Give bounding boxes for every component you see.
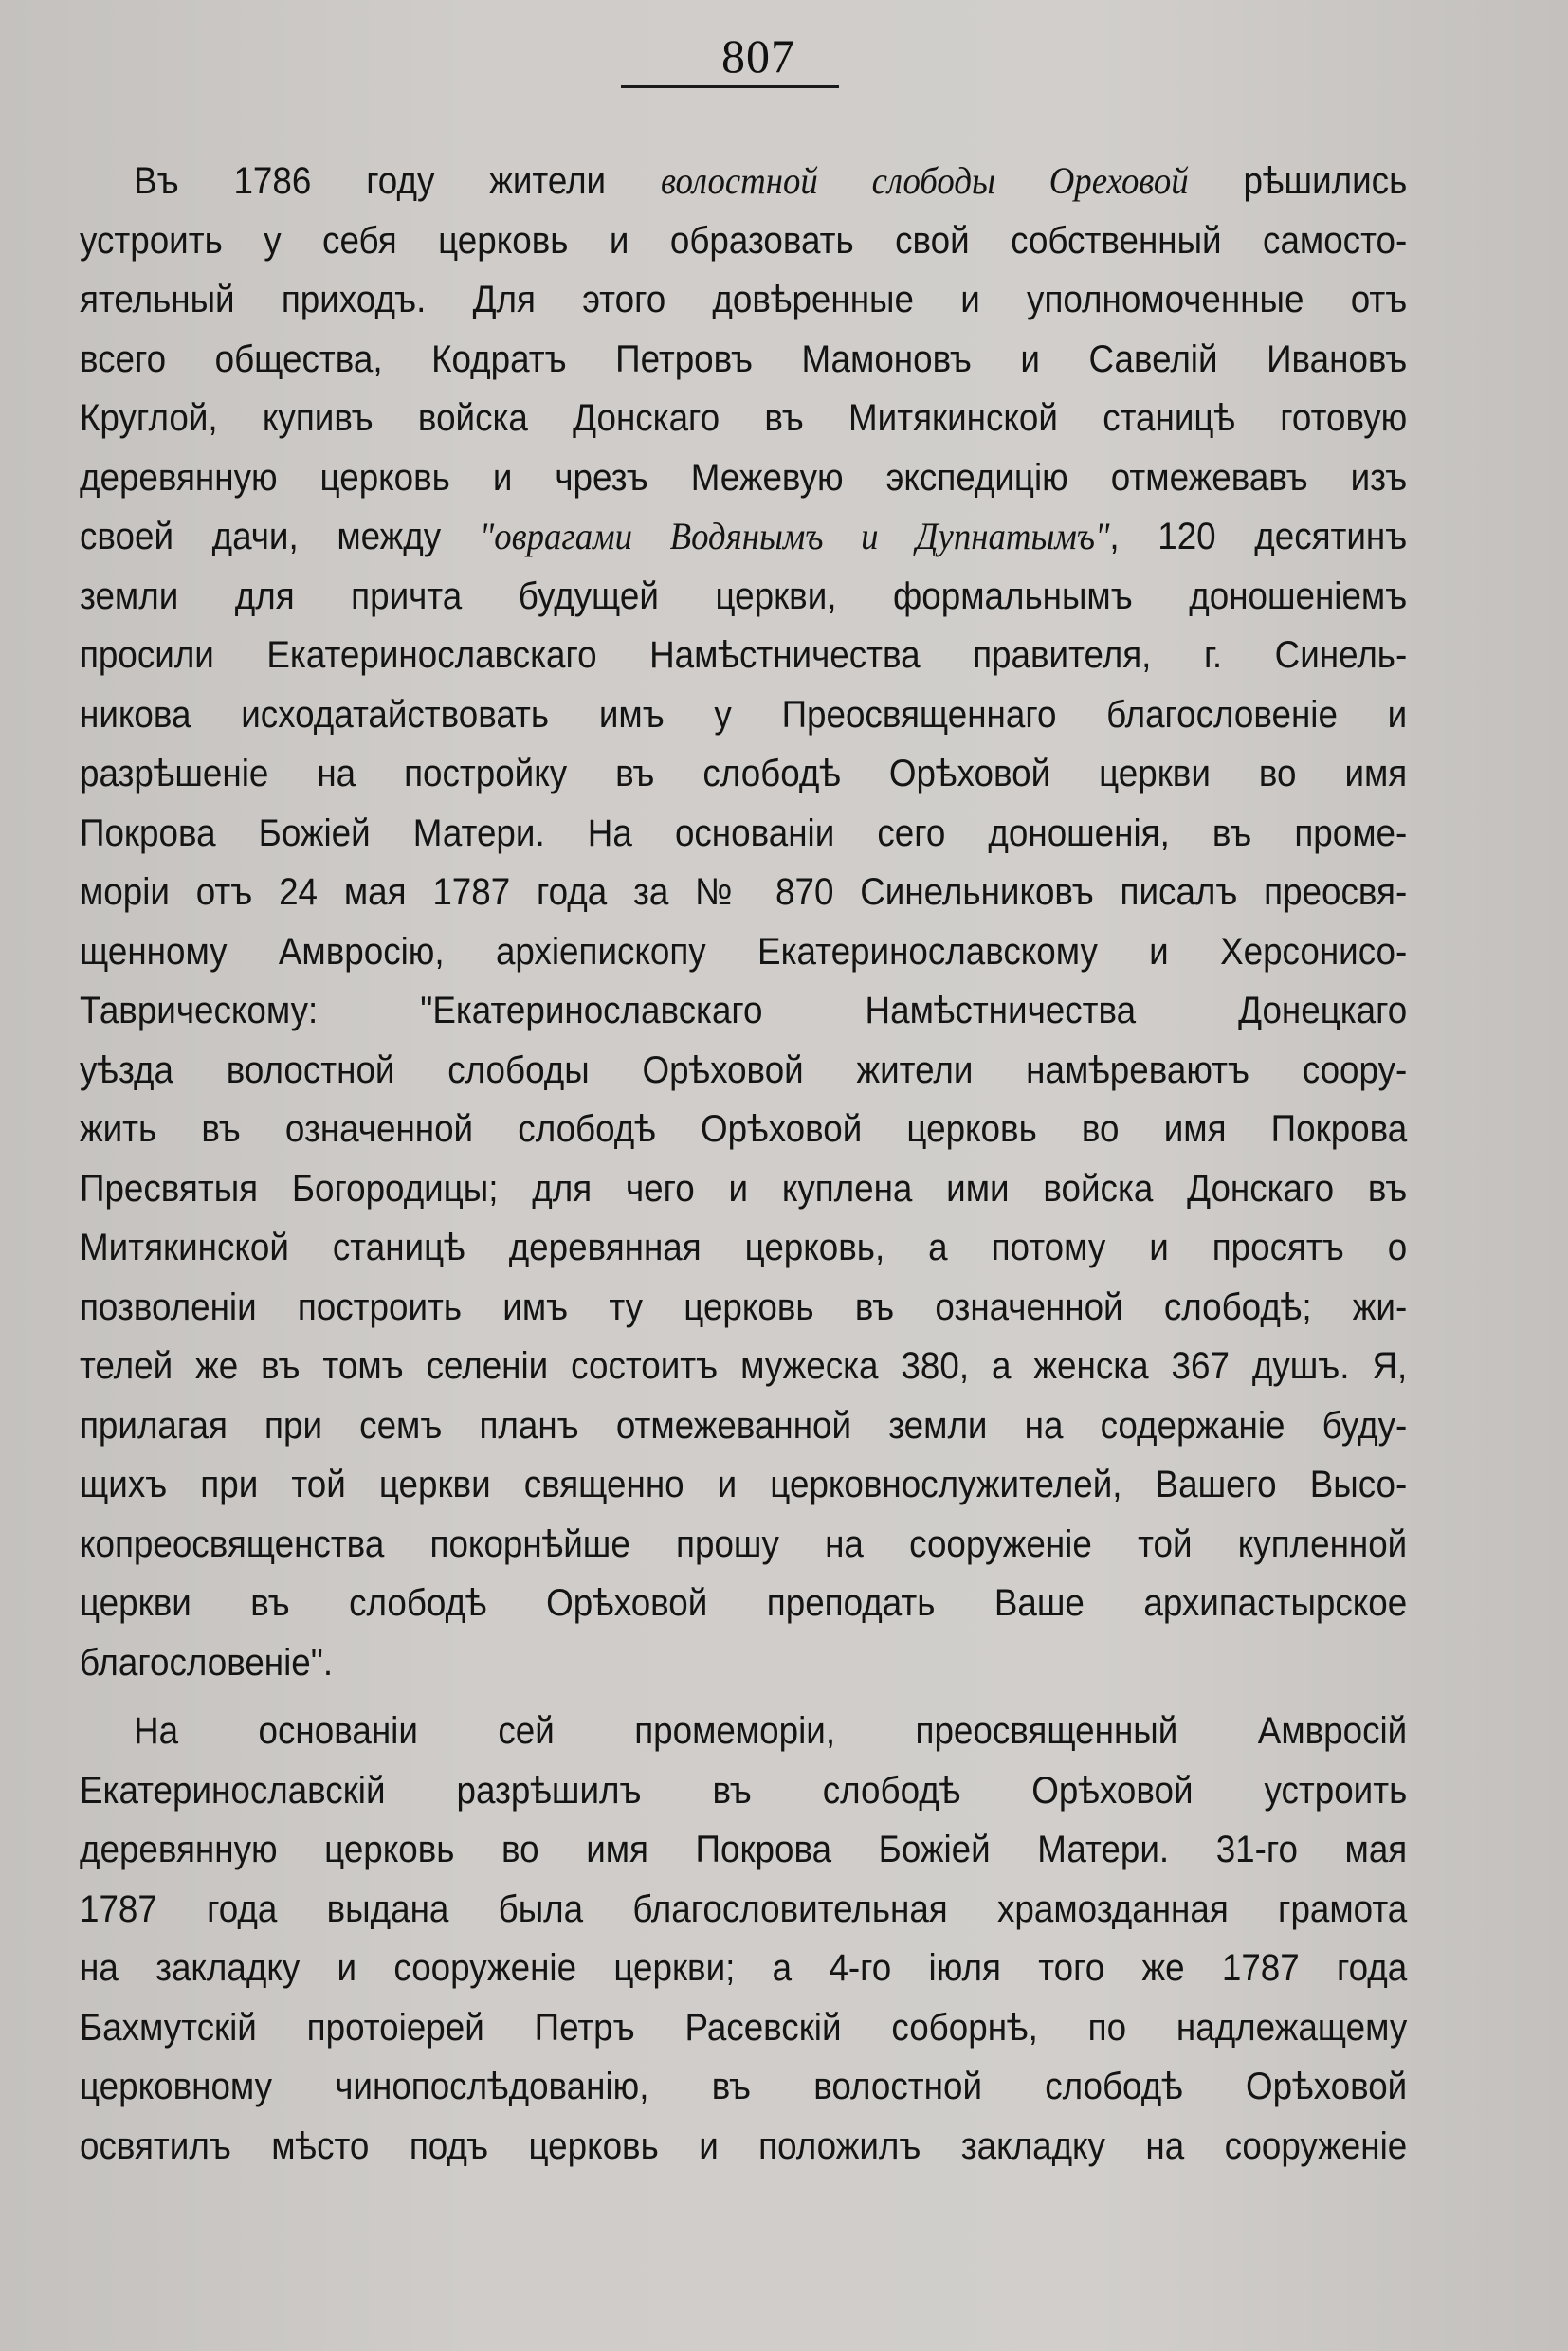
- text-line: [80, 1278, 1407, 1338]
- text-line: [80, 389, 1407, 448]
- text-line: [80, 1337, 1407, 1396]
- text-segment: церкви въ слободѣ Орѣховой преподать Ваше архипастырское: [80, 1582, 1408, 1624]
- text-line: [80, 685, 1407, 745]
- text-segment: 1787 года выдана была благословительная храмозданная грамота: [80, 1887, 1408, 1930]
- text-line: [80, 1100, 1407, 1159]
- text-segment: рѣшились: [1188, 160, 1408, 202]
- text-segment: уѣзда волостной слободы Орѣховой жители намѣреваютъ соору-: [80, 1048, 1408, 1091]
- body-text: [80, 152, 1407, 2176]
- text-segment: , 120 десятинъ: [1109, 516, 1408, 557]
- text-line: [80, 1218, 1407, 1278]
- text-segment: Покрова Божіей Матери. На основаніи сего доношенія, въ проме-: [80, 811, 1408, 854]
- text-line: [80, 1702, 1407, 1761]
- text-segment: моріи отъ 24 мая 1787 года за № 870 Синельниковъ писалъ преосвя-: [80, 871, 1408, 913]
- text-segment: Бахмутскій протоіерей Петръ Расевскій соборнѣ, по надлежащему: [80, 2006, 1408, 2049]
- text-line: [80, 2117, 1407, 2177]
- text-line: [80, 152, 1407, 211]
- paragraph-1: [80, 152, 1407, 1692]
- text-segment: прилагая при семъ планъ отмежеванной земли на содержаніе буду-: [80, 1404, 1408, 1447]
- text-segment: деревянную церковь во имя Покрова Божіей Матери. 31-го мая: [80, 1829, 1408, 1870]
- text-segment: На основаніи сей промеморіи, преосвященный Амвросій: [134, 1710, 1408, 1752]
- text-segment: всего общества, Кодратъ Петровъ Мамоновъ и Савелій Ивановъ: [80, 337, 1408, 380]
- text-line: [80, 507, 1407, 567]
- text-line: [80, 922, 1407, 982]
- italic-phrase: волостной слободы Ореховой: [660, 159, 1189, 202]
- text-segment: Екатеринославскій разрѣшилъ въ слободѣ Орѣховой устроить: [80, 1769, 1408, 1812]
- text-line: [80, 2057, 1407, 2117]
- text-line: [80, 567, 1407, 627]
- text-segment: церковному чинопослѣдованію, въ волостной слободѣ Орѣховой: [80, 2066, 1408, 2107]
- text-line: [80, 626, 1407, 685]
- text-segment: просили Екатеринославскаго Намѣстничества правителя, г. Синель-: [80, 634, 1408, 676]
- text-segment: Таврическому: "Екатеринославскаго Намѣстничества Донецкаго: [80, 990, 1408, 1031]
- text-line: [80, 1041, 1407, 1101]
- text-line: [80, 1998, 1407, 2058]
- text-segment: освятилъ мѣсто подъ церковь и положилъ закладку на сооруженіе: [80, 2124, 1408, 2167]
- text-line: [80, 804, 1407, 864]
- text-segment: благословеніе".: [80, 1641, 334, 1684]
- text-segment: телей же въ томъ селеніи состоитъ мужеска 380, а женска 367 душъ. Я,: [80, 1345, 1408, 1387]
- text-line: [80, 1633, 1407, 1693]
- paragraph-2: [80, 1702, 1407, 2176]
- text-segment: копреосвященства покорнѣйше прошу на сооруженіе той купленной: [80, 1522, 1408, 1565]
- text-line: [80, 1396, 1407, 1456]
- text-segment: Митякинской станицѣ деревянная церковь, а потому и просятъ о: [80, 1227, 1408, 1268]
- text-segment: никова исходатайствовать имъ у Преосвященнаго благословеніе и: [80, 693, 1408, 736]
- text-line: [80, 1574, 1407, 1633]
- text-segment: разрѣшеніе на постройку въ слободѣ Орѣховой церкви во имя: [80, 753, 1408, 794]
- text-segment: позволеніи построить имъ ту церковь въ означенной слободѣ; жи-: [80, 1285, 1408, 1328]
- text-line: [80, 448, 1407, 508]
- text-line: [80, 1455, 1407, 1515]
- text-line: [80, 744, 1407, 804]
- text-line: [80, 1515, 1407, 1575]
- text-segment: земли для причта будущей церкви, формальнымъ доношеніемъ: [80, 574, 1408, 617]
- text-segment: щенному Амвросію, архіепископу Екатеринославскому и Херсонисо-: [80, 930, 1408, 973]
- text-segment: жить въ означенной слободѣ Орѣховой церковь во имя Покрова: [80, 1108, 1408, 1150]
- text-line: [80, 863, 1407, 922]
- text-segment: Пресвятыя Богородицы; для чего и куплена ими войска Донскаго въ: [80, 1167, 1408, 1210]
- text-segment: Въ 1786 году жители: [134, 160, 661, 202]
- page-number-rule: [621, 85, 839, 88]
- text-line: [80, 1761, 1407, 1821]
- text-line: [80, 1820, 1407, 1880]
- text-line: [80, 1880, 1407, 1940]
- italic-phrase: "оврагами Водянымъ и Дупнатымъ": [479, 515, 1110, 557]
- text-line: [80, 211, 1407, 271]
- text-line: [80, 1159, 1407, 1219]
- text-segment: деревянную церковь и чрезъ Межевую экспедицію отмежевавъ изъ: [80, 456, 1408, 499]
- text-segment: Круглой, купивъ войска Донскаго въ Митякинской станицѣ готовую: [80, 397, 1408, 439]
- text-segment: на закладку и сооруженіе церкви; а 4-го іюля того же 1787 года: [80, 1947, 1408, 1989]
- text-line: [80, 270, 1407, 330]
- text-line: [80, 1939, 1407, 1998]
- page-number: 807: [721, 29, 795, 82]
- text-segment: ятельный приходъ. Для этого довѣренные и уполномоченные отъ: [80, 279, 1408, 320]
- text-segment: устроить у себя церковь и образовать свой собственный самосто-: [80, 219, 1408, 262]
- text-line: [80, 330, 1407, 390]
- text-segment: щихъ при той церкви священно и церковнослужителей, Вашего Высо-: [80, 1464, 1408, 1505]
- text-segment: своей дачи, между: [80, 516, 480, 557]
- text-line: [80, 981, 1407, 1041]
